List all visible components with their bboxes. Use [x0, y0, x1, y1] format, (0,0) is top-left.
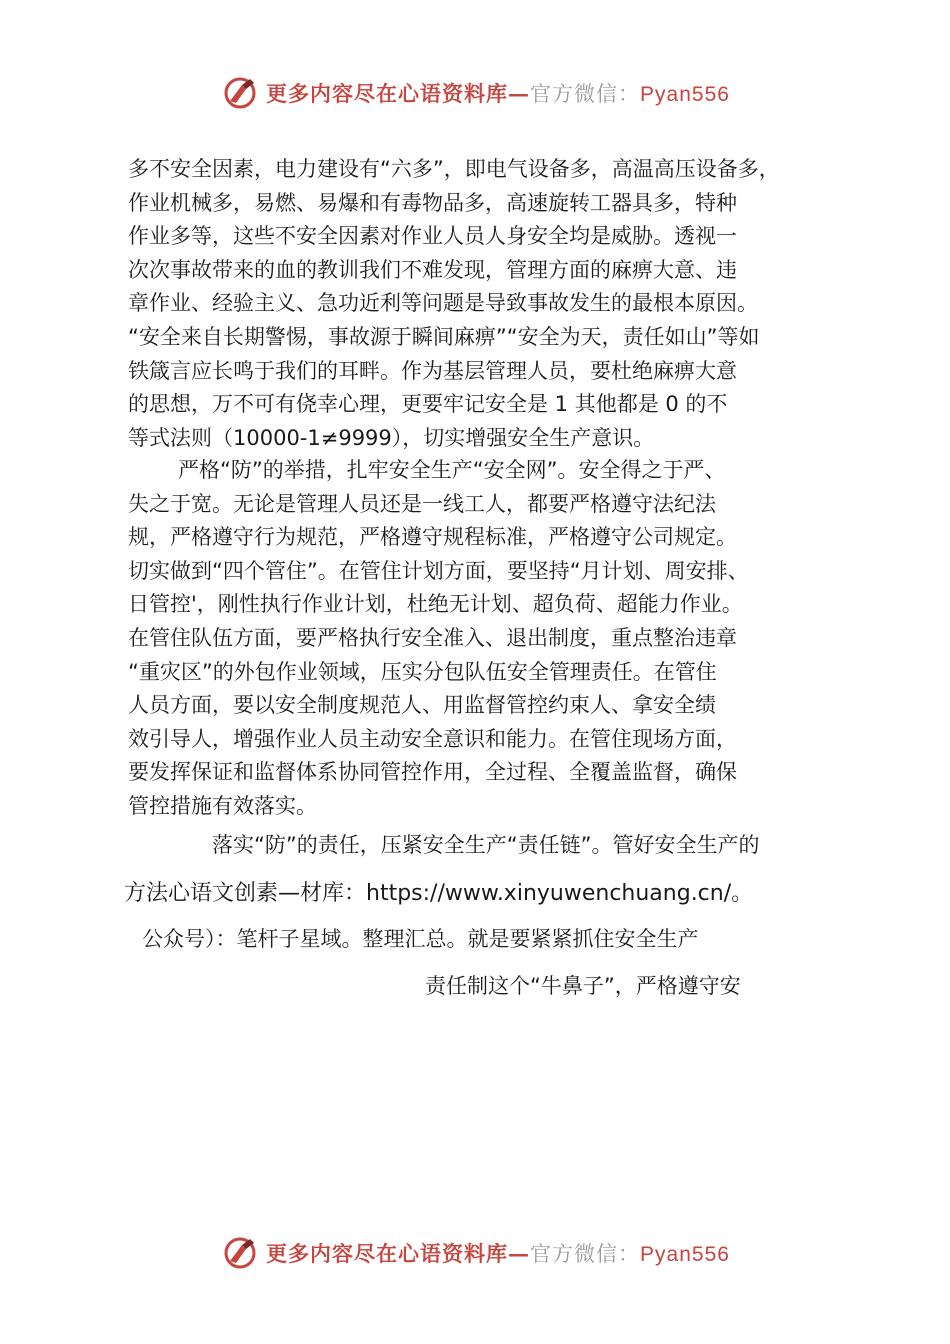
- footer-wechat: Pyan556: [640, 1243, 730, 1266]
- text-line: 管控措施有效落实。: [128, 793, 317, 818]
- text-line: 要发挥保证和监督体系协同管控作用，全过程、全覆盖监督，确保: [128, 760, 737, 785]
- header-brand-line: [266, 78, 730, 108]
- text-line: “重灾区”的外包作业领域，压实分包队伍安全管理责任。在管住: [128, 659, 717, 684]
- text-line: 日管控'，刚性执行作业计划，杜绝无计划、超负荷、超能力作业。: [128, 592, 743, 617]
- text-line: 失之于宽。无论是管理人员还是一线工人，都要严格遵守法纪法: [128, 491, 716, 516]
- footer-separator: —: [508, 1241, 531, 1266]
- tail-line-2-source-note: 方法心语文创素—材库：https://www.xinyuwenchuang.cn/。: [124, 881, 754, 906]
- text-line: 切实做到“四个管住”。在管住计划方面，要坚持“月计划、周安排、: [128, 558, 749, 583]
- text-line: 人员方面，要以安全制度规范人、用监督管控约束人、拿安全绩: [128, 693, 716, 718]
- text-line: 多不安全因素，电力建设有“六多”，即电气设备多，高温高压设备多，: [128, 157, 780, 181]
- text-line: 严格“防”的举措，扎牢安全生产“安全网”。安全得之于严、: [178, 458, 726, 482]
- text-line: 的思想，万不可有侥幸心理，更要牢记安全是 1 其他都是 0 的不: [128, 392, 728, 417]
- tail-line-1: 落实“防”的责任，压紧安全生产“责任链”。管好安全生产的: [212, 833, 760, 857]
- footer-banner: [0, 1228, 950, 1278]
- paragraph-2: [128, 454, 888, 824]
- text-line: 效引导人，增强作业人员主动安全意识和能力。在管住现场方面，: [128, 726, 737, 751]
- header-separator: —: [508, 81, 531, 106]
- tail-line-3: 公众号）：笔杆子星域。整理汇总。就是要紧紧抓住安全生产: [142, 927, 699, 951]
- header-brand: 更多内容尽在心语资料库: [266, 81, 509, 106]
- brand-logo-icon: [220, 73, 260, 113]
- paragraph-1: [128, 153, 888, 455]
- text-line: 等式法则（10000-1≠9999），切实增强安全生产意识。: [128, 425, 655, 450]
- header-banner: [0, 68, 950, 118]
- footer-label: 官方微信：: [530, 1242, 641, 1266]
- brand-logo-icon: [220, 1233, 260, 1273]
- text-line: 铁箴言应长鸣于我们的耳畔。作为基层管理人员，要杜绝麻痹大意: [128, 358, 737, 383]
- tail-line-4: 责任制这个“牛鼻子”，严格遵守安: [425, 974, 741, 998]
- text-line: 作业多等，这些不安全因素对作业人员人身安全均是威胁。透视一: [128, 224, 737, 249]
- footer-brand-line: [266, 1238, 730, 1268]
- text-line: “安全来自长期警惕，事故源于瞬间麻痹”“安全为天，责任如山”等如: [128, 324, 760, 349]
- header-wechat: Pyan556: [640, 83, 730, 106]
- text-line: 章作业、经验主义、急功近利等问题是导致事故发生的最根本原因。: [128, 291, 758, 316]
- text-line: 作业机械多，易燃、易爆和有毒物品多，高速旋转工器具多，特种: [128, 190, 737, 215]
- text-line: 在管住队伍方面，要严格执行安全准入、退出制度，重点整治违章: [128, 625, 737, 650]
- text-line: 次次事故带来的血的教训我们不难发现，管理方面的麻痹大意、违: [128, 257, 737, 282]
- text-line: 规，严格遵守行为规范，严格遵守规程标准，严格遵守公司规定。: [128, 525, 737, 550]
- header-label: 官方微信：: [530, 82, 641, 106]
- footer-brand: 更多内容尽在心语资料库: [266, 1241, 509, 1266]
